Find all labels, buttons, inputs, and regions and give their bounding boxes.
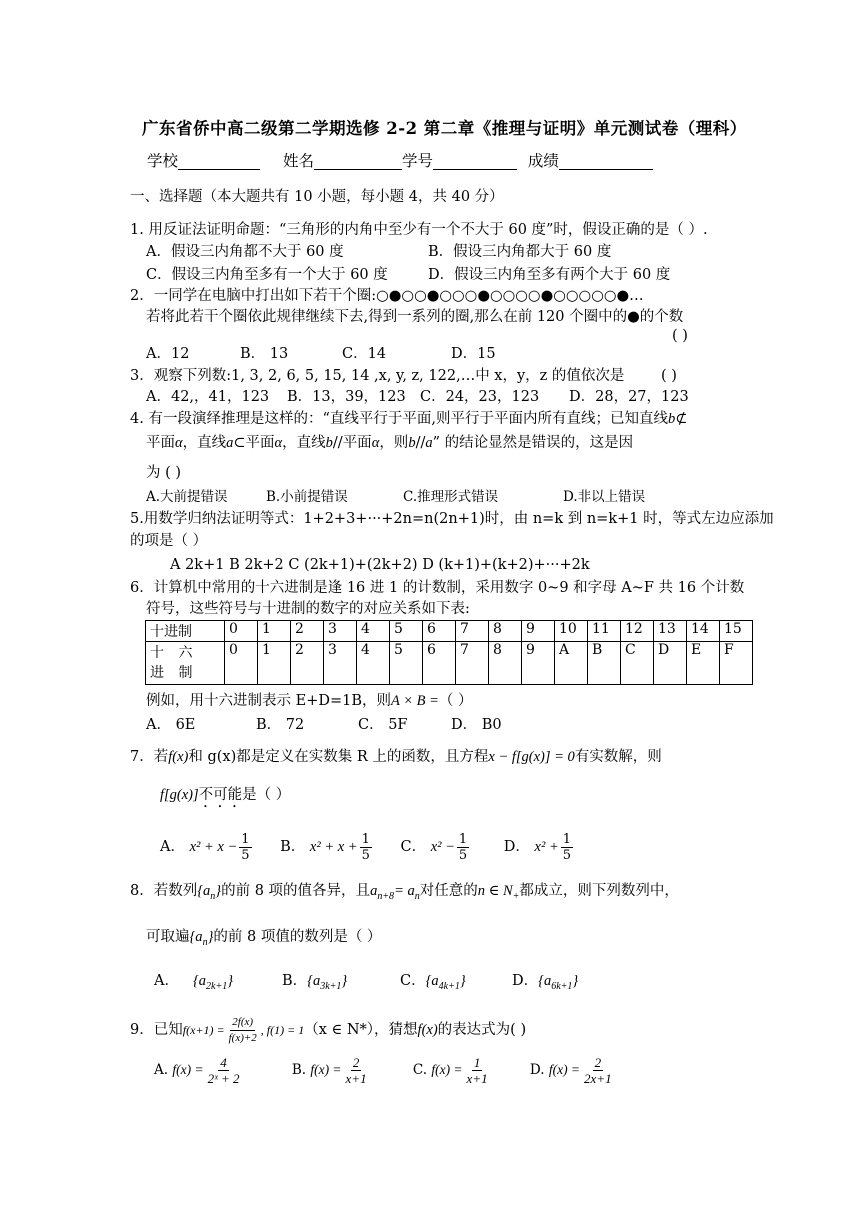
q7-option-d-expr: x² + bbox=[534, 839, 559, 855]
table-cell: 十进制 bbox=[146, 621, 225, 642]
name-label: 姓名 bbox=[282, 152, 314, 170]
q9-option-b-lhs: f(x) = bbox=[310, 1062, 342, 1077]
q3-option-c: C．24，23，123 bbox=[420, 389, 540, 405]
table-cell: 4 bbox=[357, 621, 390, 642]
q8-plus-sub: + bbox=[512, 890, 520, 902]
q8-option-d-label: D． bbox=[512, 973, 539, 989]
table-cell: 4 bbox=[357, 642, 390, 685]
q9-fx: f(x) bbox=[417, 1022, 438, 1038]
q8-n-in-N bbox=[477, 883, 520, 902]
q7-line2 bbox=[160, 786, 290, 811]
frac-den: 5 bbox=[562, 847, 572, 863]
q7-equation: x − f[g(x)] = 0 bbox=[488, 749, 575, 765]
frac-num: 1 bbox=[473, 1055, 481, 1070]
table-cell: A bbox=[555, 642, 588, 685]
q7-option-c-expr: x² − bbox=[430, 839, 455, 855]
table-cell: 3 bbox=[324, 642, 357, 685]
q7-stem-b: 和 g(x)都是定义在实数集 R 上的函数，且方程 bbox=[188, 749, 489, 765]
q4-l2-f: ，则 bbox=[379, 435, 409, 451]
q4-alpha-2: α bbox=[274, 435, 283, 451]
q4-l2-g: ” 的结论显然是错误的，这是因 bbox=[432, 435, 634, 451]
table-cell: 13 bbox=[654, 621, 687, 642]
q8-rec-sub: n+8 bbox=[377, 890, 395, 902]
q6-example bbox=[146, 692, 473, 710]
q4-line2 bbox=[146, 434, 633, 452]
q8-stem bbox=[130, 882, 679, 906]
table-cell: 1 bbox=[258, 642, 291, 685]
q8-option-d-expr: $\{a_{6k+1}\}$ bbox=[538, 973, 579, 992]
table-cell: 8 bbox=[489, 642, 522, 685]
q7-option-a-frac bbox=[239, 832, 251, 863]
table-cell: 6 bbox=[423, 621, 456, 642]
q8-option-b-expr: $\{a_{3k+1}\}$ bbox=[307, 973, 348, 992]
table-cell: 12 bbox=[621, 621, 654, 642]
q8-option-c bbox=[400, 972, 466, 996]
q8-line2 bbox=[146, 928, 381, 952]
table-cell: 6 bbox=[423, 642, 456, 685]
q8-option-c-label: C． bbox=[400, 973, 426, 989]
q7-option-d: D． bbox=[503, 839, 530, 855]
q1-stem: 1. 用反证法证明命题：“三角形的内角中至少有一个不大于 60 度”时，假设正确的是（ ）. bbox=[130, 222, 708, 238]
table-cell: E bbox=[687, 642, 720, 685]
table-cell: 10 bbox=[555, 621, 588, 642]
q2-option-b: B． 13 bbox=[240, 346, 289, 362]
q6-paren: （ ） bbox=[438, 693, 473, 709]
q8-an2-sub: n bbox=[202, 936, 208, 948]
q9-stem-b: 的表达式为( ) bbox=[437, 1022, 527, 1038]
q9-option-c-lhs: f(x) = bbox=[431, 1062, 463, 1077]
q2-stem: 2．一同学在电脑中打出如下若干个圈:○●○○●○○○●○○○○●○○○○○●… bbox=[130, 288, 644, 304]
q8-line2-a: 可取遍 bbox=[146, 929, 190, 945]
q7-option-d-frac bbox=[561, 832, 573, 863]
q8-an-text: {a bbox=[197, 883, 211, 899]
table-cell: 十 六 进 制 bbox=[146, 642, 225, 685]
q4-subset-symbol: ⊂ bbox=[233, 435, 246, 451]
q4-var-a: a bbox=[226, 435, 234, 451]
exam-title: 广东省侨中高二级第二学期选修 2-2 第二章《推理与证明》单元测试卷（理科） bbox=[142, 119, 747, 138]
q4-option-c: C.推理形式错误 bbox=[403, 489, 499, 505]
table-cell: 11 bbox=[588, 621, 621, 642]
q6-option-c: C． 5F bbox=[358, 717, 408, 733]
q8-rec-sub2: n bbox=[414, 890, 420, 902]
name-blank[interactable] bbox=[314, 153, 402, 170]
frac-den: 2ˣ + 2 bbox=[207, 1071, 240, 1086]
school-label: 学校 bbox=[147, 152, 179, 170]
table-cell: 14 bbox=[687, 621, 720, 642]
q7-option-b-expr: x² + x + bbox=[309, 839, 358, 855]
q7-stem bbox=[130, 748, 662, 766]
frac-den: x+1 bbox=[345, 1071, 367, 1086]
q8-option-b bbox=[282, 972, 347, 996]
student-info-line bbox=[147, 152, 653, 170]
q4-var-a-2: a bbox=[425, 435, 433, 451]
q5-options: A 2k+1 B 2k+2 C (2k+1)+(2k+2) D (k+1)+(k+2)+···+2k bbox=[170, 557, 590, 573]
table-cell: 2 bbox=[291, 621, 324, 642]
frac-den: x+1 bbox=[466, 1071, 488, 1086]
q8-stem-d: 都成立，则下列数列中， bbox=[519, 883, 679, 899]
q4-line3: 为 ( ) bbox=[146, 465, 182, 481]
frac-num: 2f(x) bbox=[230, 1015, 255, 1031]
table-cell: 8 bbox=[489, 621, 522, 642]
q6-line2: 符号，这些符号与十进制的数字的对应关系如下表: bbox=[146, 601, 470, 617]
q6-option-b: B． 72 bbox=[256, 717, 305, 733]
q8-option-c-expr: $\{a_{4k+1}\}$ bbox=[425, 973, 466, 992]
q3-option-a: A．42,，41，123 bbox=[146, 389, 270, 405]
table-cell: 5 bbox=[390, 642, 423, 685]
q6-option-a: A． 6E bbox=[146, 717, 196, 733]
q9-option-a-frac bbox=[206, 1055, 242, 1086]
frac-num: 1 bbox=[562, 831, 572, 847]
q8-an-2: $\{a_n\}$ bbox=[189, 929, 214, 948]
section-heading: 一、选择题（本大题共有 10 小题，每小题 4，共 40 分） bbox=[130, 189, 504, 205]
q8-rec-eq: = a bbox=[394, 883, 415, 899]
q2-option-a: A．12 bbox=[146, 346, 190, 362]
table-cell: D bbox=[654, 642, 687, 685]
q7-option-c: C． bbox=[400, 839, 427, 855]
number-label: 学号 bbox=[401, 152, 433, 170]
frac-den: 5 bbox=[361, 847, 370, 863]
q4-option-b: B.小前提错误 bbox=[266, 489, 348, 505]
q5-stem: 5.用数学归纳法证明等式：1+2+3+···+2n=n(2n+1)时，由 n=k 到 n=k+1 时，等式左边应添加 bbox=[130, 511, 774, 527]
q9-given-frac bbox=[227, 1015, 259, 1046]
q9-option-b-frac bbox=[344, 1055, 369, 1086]
table-cell: 7 bbox=[456, 621, 489, 642]
q8-b-sub: 3k+1 bbox=[320, 980, 342, 992]
table-cell: 1 bbox=[258, 621, 291, 642]
q2-option-c: C．14 bbox=[342, 346, 387, 362]
q8-option-a-expr: $\{a_{2k+1}\}$ bbox=[192, 973, 234, 992]
q8-c-sub: 4k+1 bbox=[438, 980, 460, 992]
table-cell: 0 bbox=[225, 642, 258, 685]
table-cell: 5 bbox=[390, 621, 423, 642]
table-row bbox=[146, 642, 753, 685]
table-cell: C bbox=[621, 642, 654, 685]
q2-line2: 若将此若干个圈依此规律继续下去,得到一系列的圈,那么在前 120 个圈中的●的个数 bbox=[146, 309, 684, 325]
q9-lhs: f(x+1) = bbox=[182, 1023, 225, 1037]
q4-not-subset-symbol: ⊄ bbox=[675, 411, 688, 427]
q7-fx: f(x) bbox=[168, 749, 189, 765]
table-cell: B bbox=[588, 642, 621, 685]
q4-var-b-3: b bbox=[408, 435, 416, 451]
q4-l2-a: 平面 bbox=[146, 435, 175, 451]
q8-option-a-label: A． bbox=[154, 973, 179, 989]
frac-den: f(x)+2 bbox=[228, 1031, 257, 1044]
q4-l2-d: ，直线 bbox=[282, 435, 326, 451]
frac-num: 1 bbox=[241, 831, 250, 847]
q8-option-b-label: B． bbox=[282, 973, 308, 989]
school-blank[interactable] bbox=[178, 153, 260, 170]
q9-stem-a: 9．已知 bbox=[130, 1022, 183, 1038]
q6-expr: A × B = bbox=[391, 693, 439, 709]
q8-recurrence bbox=[370, 883, 420, 902]
q4-parallel-2: // bbox=[415, 435, 426, 451]
table-cell: 2 bbox=[291, 642, 324, 685]
q8-a-sub: 2k+1 bbox=[206, 980, 228, 992]
q4-option-d: D.非以上错误 bbox=[563, 489, 646, 505]
q4-alpha-1: α bbox=[175, 435, 183, 451]
q9-option-b: B. bbox=[291, 1062, 307, 1078]
q9-option-d-frac bbox=[582, 1055, 614, 1086]
q7-stem-a: 7．若 bbox=[130, 749, 169, 765]
q8-an-sub: n bbox=[210, 890, 216, 902]
table-cell: 7 bbox=[456, 642, 489, 685]
q7-option-b: B． bbox=[280, 839, 306, 855]
q3-stem: 3．观察下列数:1, 3, 2, 6, 5, 15, 14 ,x, y, z, 122,…中 x，y，z 的值依次是 bbox=[130, 368, 625, 384]
q8-d-sub: 6k+1 bbox=[551, 980, 573, 992]
q3-option-b: B．13，39，123 bbox=[287, 389, 406, 405]
q8-stem-b: 的前 8 项的值各异，且 bbox=[221, 883, 371, 899]
q8-nin-text: n ∈ N bbox=[477, 883, 513, 899]
q9-stem bbox=[130, 1012, 526, 1048]
q6-example-text: 例如，用十六进制表示 E+D=1B，则 bbox=[146, 693, 391, 709]
q4-line1-text: 4. 有一段演绎推理是这样的：“直线平行于平面,则平行于平面内所有直线；已知直线 bbox=[130, 411, 668, 427]
q4-l2-e: 平面 bbox=[342, 435, 372, 451]
q7-not-possible: 不可能 bbox=[198, 787, 243, 803]
q7-option-a-expr: x² + x − bbox=[189, 839, 238, 855]
frac-num: 1 bbox=[361, 831, 370, 847]
table-cell: F bbox=[720, 642, 753, 685]
score-label: 成绩 bbox=[527, 152, 559, 170]
frac-den: 5 bbox=[458, 847, 468, 863]
q4-option-a: A.大前提错误 bbox=[146, 489, 228, 505]
q1-option-a: A．假设三内角都不大于 60 度 bbox=[146, 244, 344, 260]
q4-var-b-2: b bbox=[325, 435, 333, 451]
q7-option-a: A． bbox=[160, 839, 185, 855]
q4-parallel-1: // bbox=[332, 435, 343, 451]
q7-line2-b: 是（ ） bbox=[242, 787, 291, 803]
number-blank[interactable] bbox=[433, 153, 517, 170]
q9-option-a-lhs: f(x) = bbox=[172, 1062, 204, 1077]
q9-option-d-lhs: f(x) = bbox=[548, 1062, 581, 1077]
q8-rec-a: a bbox=[370, 883, 378, 899]
table-cell: 0 bbox=[225, 621, 258, 642]
q8-stem-a: 8．若数列 bbox=[130, 883, 198, 899]
q1-option-d: D．假设三内角至多有两个大于 60 度 bbox=[428, 267, 671, 283]
frac-num: 4 bbox=[220, 1055, 227, 1070]
frac-den: 5 bbox=[241, 847, 250, 863]
table-row bbox=[146, 621, 753, 642]
q6-option-d: D． B0 bbox=[451, 717, 502, 733]
q8-line2-b: 的前 8 项值的数列是（ ） bbox=[213, 929, 382, 945]
q9-option-d: D. bbox=[529, 1062, 545, 1078]
q4-l2-c: 平面 bbox=[245, 435, 275, 451]
q9-f1: , f(1) = 1 bbox=[260, 1023, 305, 1037]
q7-option-c-frac bbox=[457, 832, 469, 863]
q4-alpha-3: α bbox=[371, 435, 380, 451]
q2-paren: ( ) bbox=[672, 328, 688, 344]
frac-num: 2 bbox=[352, 1055, 360, 1070]
table-cell: 9 bbox=[522, 621, 555, 642]
q7-fgx: f[g(x)] bbox=[160, 787, 199, 803]
q9-cond: （x ∈ N*），猜想 bbox=[304, 1022, 418, 1038]
frac-num: 2 bbox=[594, 1055, 602, 1070]
q9-option-c-frac bbox=[465, 1055, 490, 1086]
q8-an: $\{a_n\}$ bbox=[197, 883, 222, 902]
table-cell: 3 bbox=[324, 621, 357, 642]
q3-paren: ( ) bbox=[661, 368, 677, 384]
q3-option-d: D．28，27，123 bbox=[569, 389, 689, 405]
q7-option-b-frac bbox=[360, 832, 372, 863]
q5-line2: 的项是（ ） bbox=[130, 533, 208, 549]
q2-option-d: D．15 bbox=[451, 346, 496, 362]
q8-option-d bbox=[512, 972, 578, 996]
score-blank[interactable] bbox=[559, 153, 653, 170]
q4-var-b: b bbox=[667, 411, 676, 427]
q1-option-c: C．假设三内角至多有一个大于 60 度 bbox=[146, 267, 388, 283]
q8-option-a bbox=[154, 972, 233, 996]
frac-num: 1 bbox=[458, 831, 468, 847]
q1-option-b: B．假设三内角都大于 60 度 bbox=[428, 244, 612, 260]
q4-l2-b: ，直线 bbox=[182, 435, 227, 451]
q9-options bbox=[154, 1052, 616, 1088]
q7-options bbox=[160, 830, 575, 864]
q9-option-c: C. bbox=[412, 1062, 428, 1078]
q9-option-a: A. bbox=[154, 1062, 169, 1078]
hex-table bbox=[145, 620, 753, 685]
q8-an2-text: {a bbox=[189, 929, 203, 945]
table-cell: 9 bbox=[522, 642, 555, 685]
q7-stem-c: 有实数解，则 bbox=[574, 749, 662, 765]
q4-line1 bbox=[130, 410, 687, 428]
q6-stem: 6．计算机中常用的十六进制是逢 16 进 1 的计数制，采用数字 0~9 和字母 A~F 共 16 个计数 bbox=[130, 580, 745, 596]
q8-stem-c: 对任意的 bbox=[419, 883, 478, 899]
frac-den: 2x+1 bbox=[584, 1071, 612, 1086]
table-cell: 15 bbox=[720, 621, 753, 642]
